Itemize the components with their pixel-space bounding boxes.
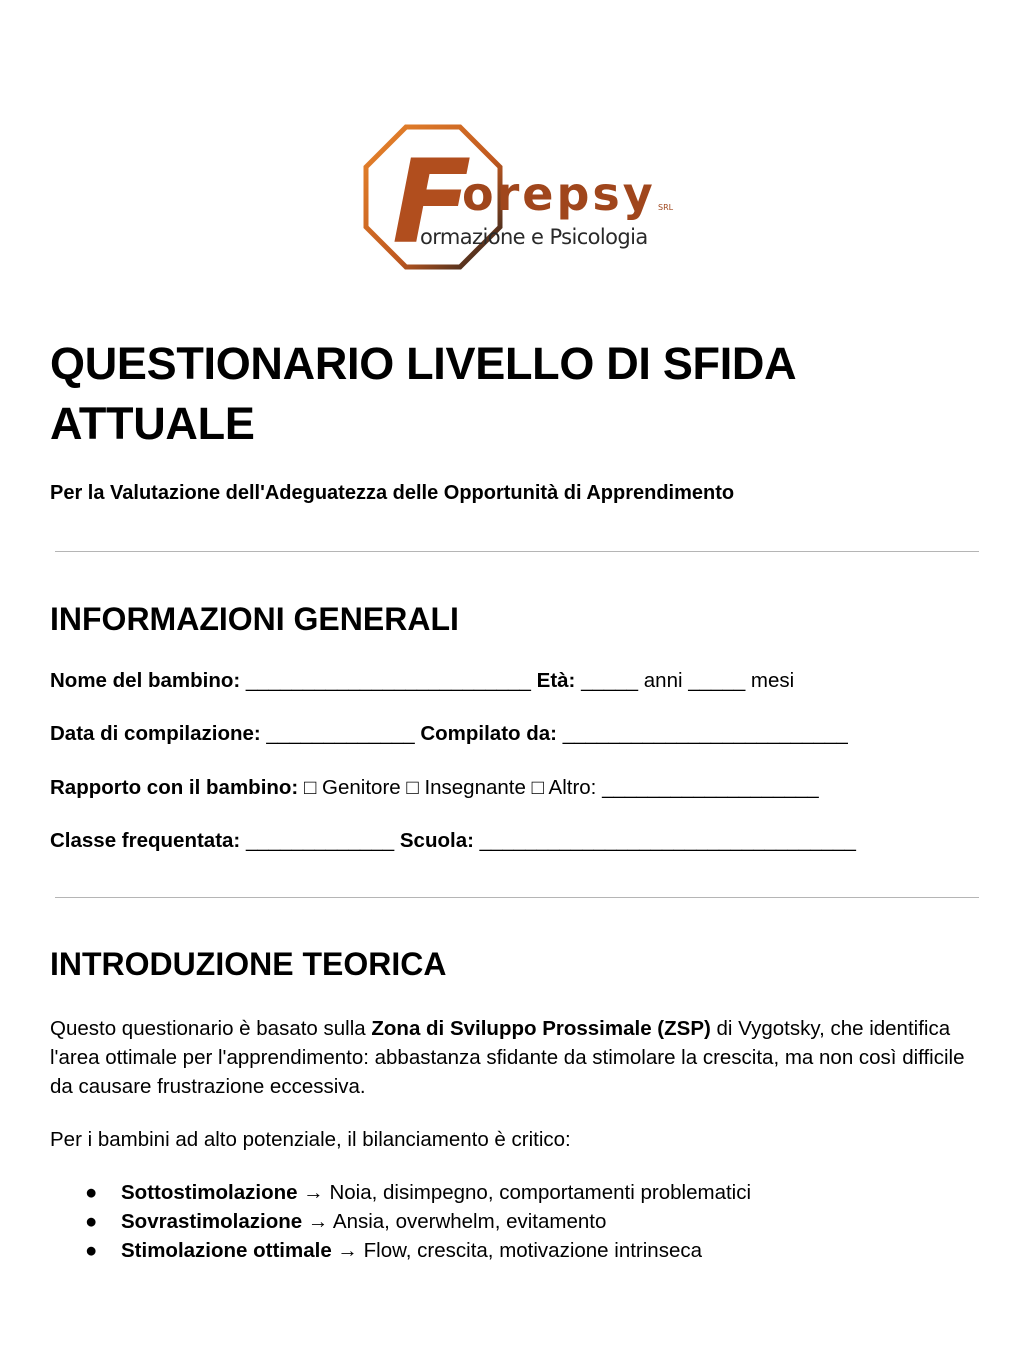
divider (55, 897, 979, 898)
bullet-icon: ● (85, 1181, 98, 1204)
page-title: QUESTIONARIO LIVELLO DI SFIDA ATTUALE (50, 338, 795, 449)
list-item-desc: → Ansia, overwhelm, evitamento (302, 1210, 607, 1233)
bullet-icon: ● (85, 1210, 98, 1233)
stimulation-list (50, 1178, 751, 1265)
list-item (50, 1207, 751, 1236)
school-blank: _________________________________ (473, 829, 856, 852)
logo-tagline: ormazione e Psicologia (420, 225, 648, 249)
field-row-date-compiler (50, 722, 848, 746)
bullet-icon: ● (85, 1239, 98, 1262)
list-item (50, 1178, 751, 1207)
list-item-term: Sovrastimolazione (121, 1210, 303, 1233)
logo-wordmark: orepsy (462, 167, 656, 221)
list-item-term: Sottostimolazione (121, 1181, 298, 1204)
field-row-child-name-age (50, 669, 794, 693)
logo-letter-f: F (392, 135, 472, 270)
forepsy-logo (362, 124, 674, 270)
school-label: Scuola: (399, 829, 474, 852)
intro-paragraph-1 (50, 1014, 990, 1101)
page-subtitle: Per la Valutazione dell'Adeguatezza delle Opportunità di Apprendimento (50, 482, 735, 504)
logo-srl: SRL (658, 203, 674, 212)
class-label: Classe frequentata: (50, 829, 241, 852)
intro-p1-bold: Zona di Sviluppo Prossimale (ZSP) (371, 1017, 711, 1040)
list-item-desc: → Flow, crescita, motivazione intrinseca (331, 1239, 703, 1262)
child-name-blank: _________________________ (240, 669, 537, 692)
divider (55, 551, 979, 552)
child-name-label: Nome del bambino: (50, 669, 241, 692)
field-row-class-school (50, 829, 856, 853)
date-label: Data di compilazione: (50, 722, 261, 745)
intro-paragraph-2: Per i bambini ad alto potenziale, il bilanciamento è critico: (50, 1128, 571, 1151)
list-item-desc: → Noia, disimpegno, comportamenti problematici (297, 1181, 752, 1204)
class-blank: _____________ (240, 829, 400, 852)
section-heading-general-info: INFORMAZIONI GENERALI (50, 601, 459, 637)
section-heading-intro: INTRODUZIONE TEORICA (50, 946, 447, 982)
relationship-options: □ Genitore □ Insegnante □ Altro: ___________________ (298, 776, 819, 799)
age-label: Età: (536, 669, 576, 692)
list-item-term: Stimolazione ottimale (121, 1239, 332, 1262)
field-row-relationship (50, 776, 819, 800)
compiled-by-label: Compilato da: (420, 722, 558, 745)
intro-p1-after: di Vygotsky, che identifica l'area ottimale per l'apprendimento: abbastanza sfidante da stimolare la crescita, ma non così difficile da causare frustrazione eccessiva. (50, 1017, 965, 1098)
compiled-by-blank: _________________________ (557, 722, 848, 745)
age-blank: _____ anni _____ mesi (575, 669, 795, 692)
intro-p1-before: Questo questionario è basato sulla (50, 1017, 372, 1040)
date-blank: _____________ (260, 722, 421, 745)
relationship-label: Rapporto con il bambino: (50, 776, 299, 799)
list-item (50, 1236, 751, 1265)
